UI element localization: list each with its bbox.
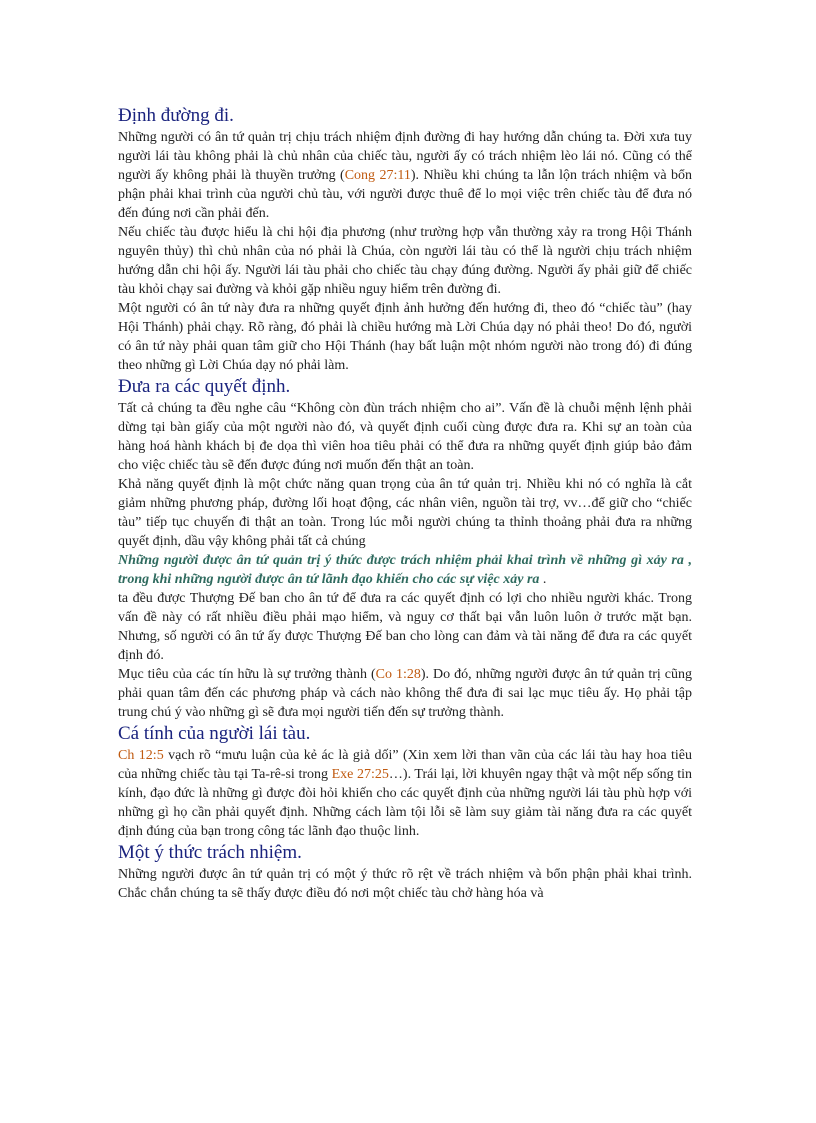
paragraph [118, 746, 692, 841]
paragraph-text: ). Nhiều khi chúng ta lẫn lộn trách nhiệm và bổn phận phải khai trình của người chủ tàu, với người được thuê để lo mọi việc trên chiếc tàu để đưa nó đến đúng nơi cần phải đến. [118, 168, 692, 221]
paragraph-text: Những người có ân tứ quản trị chịu trách nhiệm định đường đi hay hướng dẫn chúng ta. Đời xưa tuy người lái tàu không phải là chủ nhân của chiếc tàu, người ấy có trách nhiệm lèo lái nó. Cũng có thể người ấy không phải là thuyền trưởng ( [118, 130, 692, 183]
document-page [118, 104, 692, 903]
scripture-reference[interactable]: Exe 27:25 [331, 767, 389, 782]
scripture-reference[interactable]: Ch 12:5 [118, 748, 164, 763]
paragraph: Khả năng quyết định là một chức năng quan trọng của ân tứ quản trị. Nhiều khi nó có nghĩa là cắt giảm những phương pháp, đường lối hoạt động, các nhân viên, nguồn tài trợ, vv…để giữ cho “chiếc tàu” tiếp tục chuyến đi thật an toàn. Trong lúc mỗi người chúng ta thỉnh thoảng phải đưa ra những quyết định, dầu vậy không phải tất cả chúng [118, 477, 692, 549]
section-heading: Cá tính của người lái tàu. [118, 723, 311, 744]
section-heading: Một ý thức trách nhiệm. [118, 842, 302, 863]
pull-quote-end: . [539, 572, 547, 587]
pull-quote-text: Những người được ân tứ quản trị ý thức được trách nhiệm phải khai trình về những gì xảy ra , trong khi những người được ân tứ lãnh đạo khiến cho các sự việc xảy ra [118, 553, 692, 587]
paragraph: Một người có ân tứ này đưa ra những quyết định ảnh hưởng đến hướng đi, theo đó “chiếc tàu” (hay Hội Thánh) phải chạy. Rõ ràng, đó phải là chiều hướng mà Lời Chúa dạy nó phải theo! Do đó, người có ân tứ này phải quan tâm giữ cho Hội Thánh (hay bất luận một nhóm người nào trong đó) đi đúng theo những gì Lời Chúa dạy nó phải làm. [118, 301, 692, 373]
paragraph-text: ). Do đó, những người được ân tứ quản trị cũng phải quan tâm đến các phương pháp và cách nào không thể đưa đi sai lạc mục tiêu ấy. Họ phải tập trung chú ý vào những gì sẽ đưa mọi người tiến đến sự trưởng thành. [118, 667, 692, 720]
scripture-reference[interactable]: Cong 27:11 [344, 168, 411, 183]
paragraph [118, 128, 692, 223]
scripture-reference[interactable]: Co 1:28 [375, 667, 421, 682]
paragraph [118, 665, 692, 722]
pull-quote [118, 551, 692, 589]
paragraph: Tất cả chúng ta đều nghe câu “Không còn đùn trách nhiệm cho ai”. Vấn đề là chuỗi mệnh lệnh phải dừng tại bàn giấy của một người nào đó, và quyết định cuối cùng được đưa ra. Khi sự an toàn của hàng hoá hành khách bị đe dọa thì viên hoa tiêu phải có thể đưa ra những quyết định giúp bảo đảm cho việc chiếc tàu sẽ đến được đúng nơi muốn đến thật an toàn. [118, 401, 692, 473]
paragraph-text: …). Trái lại, lời khuyên ngay thật và một nếp sống tin kính, đạo đức là những gì được đòi hỏi khiến cho các quyết định của những người lái tàu phù hợp với những gì họ cần phải quyết định. Những cách làm tội lỗi sẽ làm suy giảm tài năng đưa ra các quyết định đúng của bạn trong công tác lãnh đạo thuộc linh. [118, 767, 693, 839]
paragraph-text: vạch rõ “mưu luận của kẻ ác là giả dối” (Xin xem lời than vãn của các lái tàu hay hoa tiêu của những chiếc tàu tại Ta-rê-si trong [118, 748, 692, 782]
paragraph: ta đều được Thượng Đế ban cho ân tứ để đưa ra các quyết định có lợi cho nhiều người khác. Trong vấn đề này có rất nhiều điều phải mạo hiểm, và nguy cơ thất bại vẫn luôn luôn ở trước mặt bạn. Nhưng, số người có ân tứ ấy được Thượng Đế ban cho lòng can đảm và tài năng để đưa ra các quyết định đó. [118, 591, 692, 663]
section-heading: Đưa ra các quyết định. [118, 376, 291, 397]
paragraph: Nếu chiếc tàu được hiểu là chi hội địa phương (như trường hợp vẫn thường xảy ra trong Hội Thánh nguyên thủy) thì chủ nhân của nó phải là Chúa, còn người lái tàu có thể là người chịu trách nhiệm hướng dẫn chi hội ấy. Người lái tàu phải cho chiếc tàu chạy đúng đường. Người ấy phải giữ để chiếc tàu khỏi chạy sai đường và khỏi gặp nhiều nguy hiểm trên đường đi. [118, 225, 692, 297]
paragraph-text: Mục tiêu của các tín hữu là sự trưởng thành ( [118, 667, 376, 682]
paragraph: Những người được ân tứ quản trị có một ý thức rõ rệt về trách nhiệm và bổn phận phải khai trình. Chắc chắn chúng ta sẽ thấy được điều đó nơi một chiếc tàu chở hàng hóa và [118, 867, 692, 901]
section-heading: Định đường đi. [118, 105, 234, 126]
